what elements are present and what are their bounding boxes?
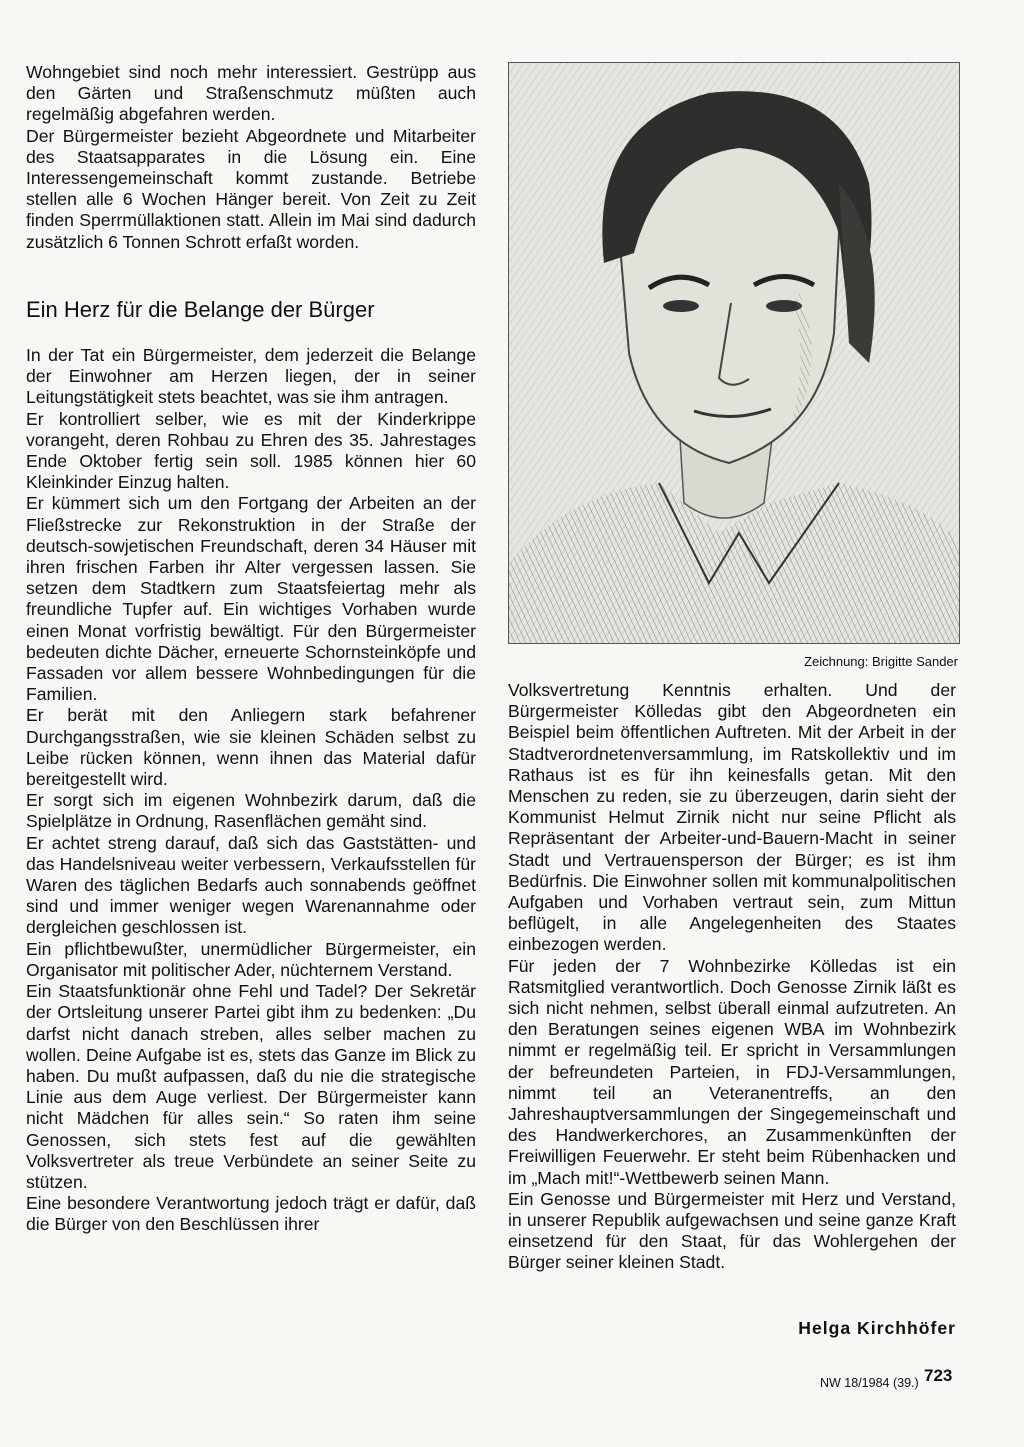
- paragraph: Der Bürgermeister bezieht Abgeordnete und Mitarbeiter des Staatsapparates in die Lösung ein. Eine Interessengemeinschaft kommt zustande. Betriebe stellen alle 6 Wochen Hänger bereit. Von Zeit zu Zeit finden Sperrmüllaktionen statt. Allein im Mai sind dadurch zusätzlich 6 Tonnen Schrott erfaßt worden.: [26, 125, 476, 252]
- section-heading: Ein Herz für die Belange der Bürger: [26, 297, 375, 322]
- portrait-drawing: [508, 62, 960, 644]
- paragraph: Ein Staatsfunktionär ohne Fehl und Tadel? Der Sekretär der Ortsleitung unserer Partei gibt ihm zu bedenken: „Du darfst nicht danach streben, alles selber machen zu wollen. Deine Aufgabe ist es, stets das Ganze im Blick zu haben. Du mußt aufpassen, daß du nie die strategische Linie aus dem Auge verliest. Der Bürgermeister kann nicht Mädchen für alles sein.“ So raten ihm seine Genossen, sich stets fest auf die gewählten Volksvertreter als treue Verbündete an seiner Seite zu stützen.: [26, 981, 476, 1192]
- paragraph: Er berät mit den Anliegern stark befahrener Durchgangsstraßen, wie sie kleinen Schäden selbst zu Leibe rücken können, wenn ihnen das Material dafür bereitgestellt wird.: [26, 705, 476, 790]
- image-caption: Zeichnung: Brigitte Sander: [804, 654, 958, 669]
- paragraph: Er sorgt sich im eigenen Wohnbezirk darum, daß die Spielplätze in Ordnung, Rasenflächen gemäht sind.: [26, 790, 476, 832]
- page-number: 723: [924, 1366, 953, 1385]
- left-column-main-text: [26, 345, 476, 1236]
- paragraph: Wohngebiet sind noch mehr interessiert. Gestrüpp aus den Gärten und Straßenschmutz müßten auch regelmäßig abgefahren werden.: [26, 62, 476, 125]
- paragraph: Für jeden der 7 Wohnbezirke Kölledas ist ein Ratsmitglied verantwortlich. Doch Genosse Zirnik läßt es sich nicht nehmen, selbst überall einmal aufzutreten. An den Beratungen seines eigenen WBA im Wohnbezirk nimmt er regelmäßig teil. Er spricht in Versammlungen der befreundeten Parteien, in FDJ-Versammlungen, nimmt teil an Veteranentreffs, an den Jahreshauptversammlungen der Singegemeinschaft und des Handwerkerchores, an Zusammenkünften der Freiwilligen Feuerwehr. Er steht beim Rübenhacken und im „Mach mit!“-Wettbewerb seinen Mann.: [508, 955, 956, 1188]
- paragraph: Er kümmert sich um den Fortgang der Arbeiten an der Fließstrecke zur Rekonstruktion in der Straße der deutsch-sowjetischen Freundschaft, deren 34 Häuser mit ihren frischen Farben ihr Alter vergessen lassen. Sie setzen dem Stadtkern zum Staatsfeiertag mehr als freundliche Tupfer auf. Ein wichtiges Vorhaben wurde einen Monat vorfristig bewältigt. Für den Bürgermeister bedeuten dichte Dächer, erneuerte Schornsteinköpfe und Fassaden vor allem bessere Wohnbedingungen für die Familien.: [26, 493, 476, 705]
- paragraph: Er achtet streng darauf, daß sich das Gaststätten- und das Handelsniveau weiter verbessern, Verkaufsstellen für Waren des täglichen Bedarfs auch sonnabends geöffnet sind und immer weniger wegen Warenannahme oder dergleichen geschlossen ist.: [26, 832, 476, 938]
- author-signature: Helga Kirchhöfer: [798, 1318, 956, 1338]
- paragraph: In der Tat ein Bürgermeister, dem jederzeit die Belange der Einwohner am Herzen liegen, der in seiner Leitungstätigkeit stets beachtet, was sie ihm antragen.: [26, 345, 476, 408]
- left-column-top-text: [26, 62, 476, 253]
- right-column-text: [508, 680, 956, 1274]
- paragraph: Er kontrolliert selber, wie es mit der Kinderkrippe vorangeht, deren Rohbau zu Ehren des 35. Jahrestages Ende Oktober fertig sein soll. 1985 können hier 60 Kleinkinder Einzug halten.: [26, 408, 476, 493]
- paragraph: Volksvertretung Kenntnis erhalten. Und der Bürgermeister Kölledas gibt den Abgeordneten ein Beispiel beim öffentlichen Auftreten. Mit der Arbeit in der Stadtverordnetenversammlung, im Ratskollektiv und im Rathaus ist es für ihn keinesfalls getan. Mit den Menschen zu reden, sie zu überzeugen, darin sieht der Kommunist Helmut Zirnik nicht nur seine Pflicht als Repräsentant der Arbeiter-und-Bauern-Macht in seiner Stadt und Vertrauensperson der Bürger; es ist ihm Bedürfnis. Die Einwohner sollen mit kommunalpolitischen Aufgaben und Vorhaben vertraut sein, zum Mittun beflügelt, in alle Angelegenheiten des Staates einbezogen werden.: [508, 680, 956, 955]
- issue-reference: NW 18/1984 (39.): [820, 1376, 919, 1390]
- paragraph: Ein pflichtbewußter, unermüdlicher Bürgermeister, ein Organisator mit politischer Ader, nüchternem Verstand.: [26, 938, 476, 980]
- paragraph: Eine besondere Verantwortung jedoch trägt er dafür, daß die Bürger von den Beschlüssen ihrer: [26, 1193, 476, 1235]
- paragraph: Ein Genosse und Bürgermeister mit Herz und Verstand, in unserer Republik aufgewachsen und seine ganze Kraft einsetzend für den Staat, für das Wohlergehen der Bürger seiner kleinen Stadt.: [508, 1188, 956, 1273]
